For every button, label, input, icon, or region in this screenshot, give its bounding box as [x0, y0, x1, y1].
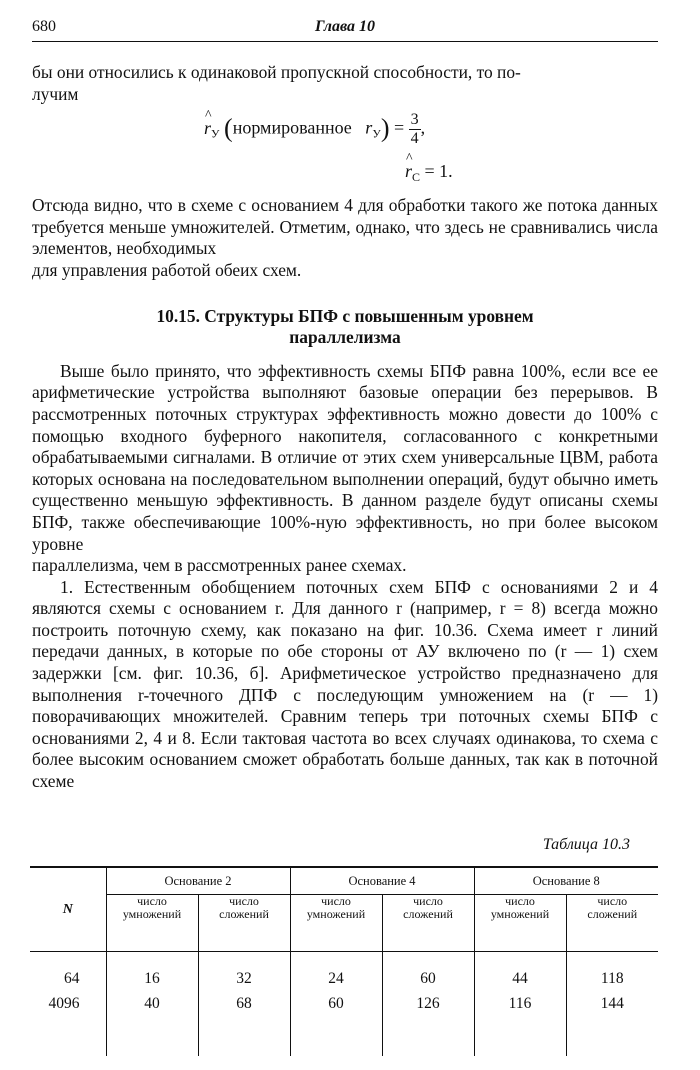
paragraph-2-last-line: параллелизма, чем в рассмотренных ранее схемах. — [32, 555, 407, 576]
subheader-line: число — [413, 894, 443, 908]
page-number: 680 — [32, 18, 56, 35]
table-subheader-add — [198, 895, 290, 952]
table-header-base-8: Основание 8 — [474, 867, 658, 895]
paragraph-2 — [32, 361, 658, 577]
table-subheader-add — [382, 895, 474, 952]
body-text — [32, 62, 658, 793]
paragraph-3 — [32, 577, 658, 793]
subheader-line: число — [137, 894, 167, 908]
table-cell: 40 — [106, 991, 198, 1016]
formula-normalized: нормированное — [232, 117, 352, 138]
table-header-base-4: Основание 4 — [290, 867, 474, 895]
section-heading-line-1: 10.15. Структуры БПФ с повышенным уровнем — [156, 305, 534, 326]
fraction — [409, 111, 421, 148]
formula-sub-c: С — [412, 170, 421, 185]
table-cell: 68 — [198, 991, 290, 1016]
paragraph-1-text: Отсюда видно, что в схеме с основанием 4 для обработки такого же потока данных требуется меньше умножителей. Отметим, однако, что здесь не сравнивались числа элементов, необходимых — [32, 195, 658, 259]
table-cell-n: 64 — [30, 952, 106, 992]
fraction-denominator: 4 — [410, 130, 419, 148]
table-cell-empty — [198, 1016, 290, 1056]
subheader-line: сложений — [587, 907, 638, 921]
table-cell: 60 — [382, 952, 474, 992]
table-cell: 60 — [290, 991, 382, 1016]
table-caption: Таблица 10.3 — [542, 836, 630, 853]
table-cell: 116 — [474, 991, 566, 1016]
table-row — [30, 991, 658, 1016]
table-subheader-mult — [290, 895, 382, 952]
table-cell-empty — [30, 1016, 106, 1056]
intro-text: бы они относились к одинаковой пропускной способности, то по- — [32, 62, 521, 82]
formula-r: r — [365, 117, 373, 138]
subheader-line: сложений — [403, 907, 453, 921]
formula-sub-y: У — [211, 126, 220, 141]
table-cell-empty — [106, 1016, 198, 1056]
table-cell: 118 — [600, 969, 624, 987]
paragraph-1-last-line: для управления работой обеих схем. — [32, 259, 302, 280]
subheader-line: сложений — [219, 907, 269, 921]
subheader-line: умножений — [122, 907, 182, 921]
r-hat-symbol: ^ r — [204, 118, 211, 140]
subheader-line: число — [505, 894, 535, 908]
section-heading — [32, 306, 658, 349]
intro-paragraph — [32, 62, 658, 105]
close-paren: ) — [380, 113, 390, 143]
table-cell: 16 — [106, 952, 198, 992]
table-spacer-row — [30, 1016, 658, 1056]
formula-block — [32, 105, 658, 195]
running-head — [32, 18, 658, 40]
section-heading-line-2: параллелизма — [289, 327, 401, 348]
table-subheader-add — [566, 895, 658, 952]
table-cell: 144 — [600, 994, 624, 1012]
subheader-line: число — [597, 894, 628, 908]
paragraph-1 — [32, 195, 658, 281]
subheader-line: число — [321, 894, 351, 908]
table-cell-empty — [474, 1016, 566, 1056]
table-cell: 24 — [290, 952, 382, 992]
header-rule — [32, 41, 658, 42]
subheader-line: умножений — [306, 907, 366, 921]
paragraph-2-text: Выше было принято, что эффективность схемы БПФ равна 100%, если все ее арифметические устройства выполняют базовые операции без перерывов. В рассмотренных поточных структурах эффективность можно довести до 100% с помощью входного буферного накопителя, согласованного с конкретными обрабатываемыми сигналами. В отличие от этих схем универсальные ЦВМ, работа которых основана на последовательном выполнении операций, будут обычно иметь существенно меньшую эффективность. В данном разделе будут описаны схемы БПФ, также обеспечивающие 100%-ную эффективность, но при более высоком уровне — [32, 360, 658, 554]
table-cell: 32 — [198, 952, 290, 992]
table-row — [30, 952, 658, 992]
subheader-line: умножений — [490, 907, 550, 921]
intro-last-line: лучим — [32, 83, 79, 104]
table-cell: 126 — [382, 991, 474, 1016]
table-subheader-mult — [106, 895, 198, 952]
table-cell-empty — [382, 1016, 474, 1056]
formula-equals: = — [393, 117, 405, 138]
formula-line-2 — [405, 161, 453, 189]
open-paren: ( — [224, 113, 233, 143]
comparison-table — [30, 866, 658, 1056]
formula-equals-one: = 1. — [424, 161, 453, 182]
r-hat-symbol-2: ^ r — [405, 161, 412, 183]
table-cell: 44 — [474, 952, 566, 992]
table-header-base-2: Основание 2 — [106, 867, 290, 895]
fraction-numerator: 3 — [410, 111, 419, 129]
subheader-line: число — [229, 894, 259, 908]
table-cell-n: 4096 — [30, 991, 106, 1016]
chapter-title: Глава 10 — [314, 18, 376, 35]
table-header-n: N — [30, 867, 106, 952]
formula-line-1 — [204, 111, 425, 148]
table-cell-empty — [290, 1016, 382, 1056]
formula-comma: , — [420, 117, 426, 138]
table-subheader-mult — [474, 895, 566, 952]
paragraph-3-text: 1. Естественным обобщением поточных схем БПФ с основаниями 2 и 4 являются схемы с основанием r. Для данного r (например, r = 8) всегда можно построить поточную схему, как показано на фиг. 10.36. Схема имеет r линий передачи данных, в которые по обе стороны от АУ включено по (r — 1) схем задержки [см. фиг. 10.36, б]. Арифметическое устройство предназначено для выполнения r-точечного ДПФ с последующим умножением на (r — 1) поворачивающих множителей. Сравним теперь три поточных схемы БПФ с основаниями 2, 4 и 8. Если тактовая частота во всех случаях одинакова, то схема с более высоким основанием сможет обработать больше данных, так как в поточной схеме — [32, 576, 658, 792]
formula-r-sub: У — [372, 126, 381, 141]
table-cell-empty — [566, 1016, 658, 1056]
